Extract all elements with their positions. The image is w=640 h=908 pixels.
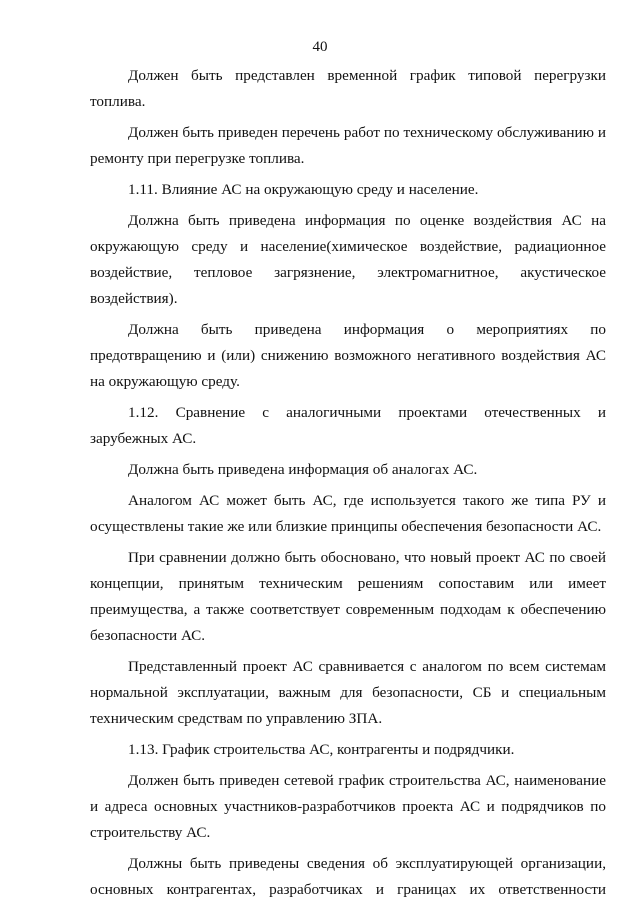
- paragraph-comparison-systems: Представленный проект АС сравнивается с аналогом по всем системам нормальной эксплуатации, важным для безопасности, СБ и специальным техническим средствам по управлению ЗПА.: [90, 658, 606, 727]
- section-heading-1-13: 1.13. График строительства АС, контрагенты и подрядчики.: [128, 741, 515, 758]
- section-heading-1-11: 1.11. Влияние АС на окружающую среду и население.: [128, 181, 479, 198]
- section-heading-1-12: 1.12. Сравнение с аналогичными проектами отечественных и зарубежных АС.: [90, 404, 606, 447]
- page-number: 40: [312, 39, 328, 55]
- paragraph-network-schedule: Должен быть приведен сетевой график строительства АС, наименование и адреса основных участников-разработчиков проекта АС и подрядчиков по строительству АС.: [90, 772, 606, 841]
- paragraph-impact-assessment: Должна быть приведена информация по оценке воздействия АС на окружающую среду и население(химическое воздействие, радиационное воздействие, тепловое загрязнение, электромагнитное, акустическое воздействия).: [90, 212, 606, 307]
- paragraph-comparison-justification: При сравнении должно быть обосновано, что новый проект АС по своей концепции, принятым техническим решениям сопоставим или имеет преимущества, а также соответствует современным подходам к обеспечению безопасности АС.: [90, 549, 606, 644]
- paragraph-analogs-info: Должна быть приведена информация об аналогах АС.: [128, 461, 478, 478]
- paragraph-impact-measures: Должна быть приведена информация о мероприятиях по предотвращению и (или) снижению возможного негативного воздействия АС на окружающую среду.: [90, 321, 606, 390]
- document-body: [90, 63, 606, 908]
- paragraph-analog-definition: Аналогом АС может быть АС, где используется такого же типа РУ и осуществлены такие же или близкие принципы обеспечения безопасности АС.: [90, 492, 606, 535]
- paragraph-refueling-schedule: Должен быть представлен временной график типовой перегрузки топлива.: [90, 67, 606, 110]
- paragraph-operating-organization: Должны быть приведены сведения об эксплуатирующей организации, основных контрагентах, разработчиках и границах их ответственности: [90, 855, 606, 898]
- paragraph-maintenance-list: Должен быть приведен перечень работ по техническому обслуживанию и ремонту при перегрузке топлива.: [90, 124, 606, 167]
